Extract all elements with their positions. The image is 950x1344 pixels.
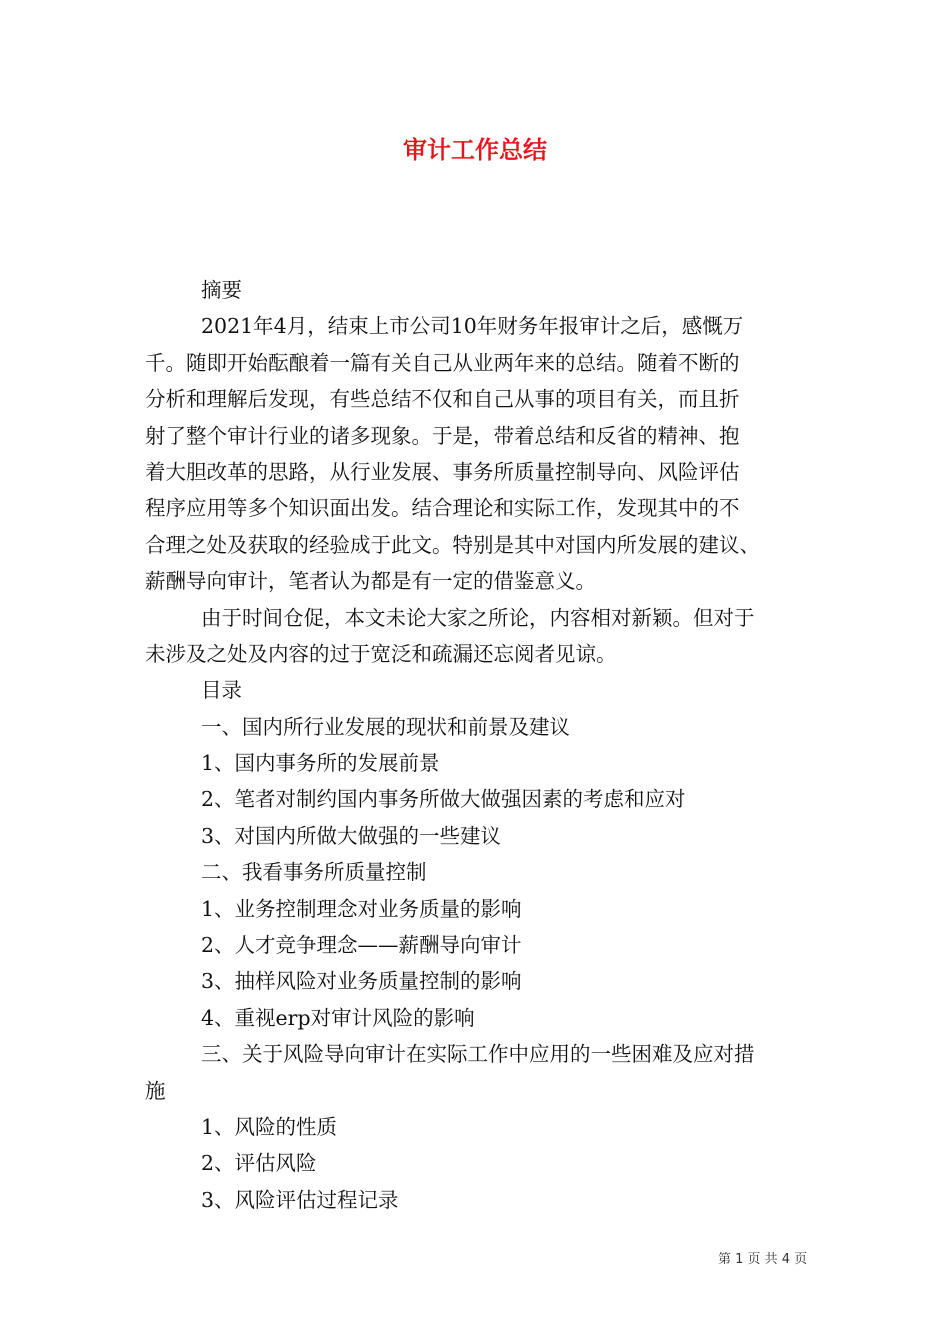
text-line: 二、我看事务所质量控制 bbox=[201, 860, 427, 885]
text-line: 由于时间仓促，本文未论大家之所论，内容相对新颖。但对于 bbox=[201, 605, 755, 630]
text-line: 一、国内所行业发展的现状和前景及建议 bbox=[201, 714, 570, 739]
text-line: 3、风险评估过程记录 bbox=[201, 1187, 399, 1212]
text-line: 施 bbox=[145, 1078, 166, 1103]
text-line: 2、人才竞争理念——薪酬导向审计 bbox=[201, 933, 522, 958]
text-line: 射了整个审计行业的诸多现象。于是，带着总结和反省的精神、抱 bbox=[145, 423, 740, 448]
text-line: 1、国内事务所的发展前景 bbox=[201, 751, 440, 776]
text-line: 2、评估风险 bbox=[201, 1151, 317, 1176]
text-line: 合理之处及获取的经验成于此文。特别是其中对国内所发展的建议、 bbox=[145, 532, 760, 557]
document-body bbox=[145, 272, 835, 1218]
text-line: 3、抽样风险对业务质量控制的影响 bbox=[201, 969, 522, 994]
text-line: 千。随即开始酝酿着一篇有关自己从业两年来的总结。随着不断的 bbox=[145, 350, 740, 375]
text-line: 未涉及之处及内容的过于宽泛和疏漏还忘阅者见谅。 bbox=[145, 641, 617, 666]
text-line: 三、关于风险导向审计在实际工作中应用的一些困难及应对措 bbox=[201, 1042, 755, 1067]
text-line: 2、笔者对制约国内事务所做大做强因素的考虑和应对 bbox=[201, 787, 686, 812]
text-line: 目录 bbox=[201, 678, 242, 703]
text-line: 3、对国内所做大做强的一些建议 bbox=[201, 823, 502, 848]
text-line: 薪酬导向审计，笔者认为都是有一定的借鉴意义。 bbox=[145, 569, 596, 594]
text-line: 2021年4月，结束上市公司10年财务年报审计之后，感慨万 bbox=[201, 314, 744, 339]
document-title: 审计工作总结 bbox=[403, 136, 547, 164]
text-line: 1、风险的性质 bbox=[201, 1114, 338, 1139]
text-line: 着大胆改革的思路，从行业发展、事务所质量控制导向、风险评估 bbox=[145, 459, 740, 484]
text-line: 摘要 bbox=[201, 278, 242, 302]
text-line: 分析和理解后发现，有些总结不仅和自己从事的项目有关，而且折 bbox=[145, 387, 740, 412]
text-line: 程序应用等多个知识面出发。结合理论和实际工作，发现其中的不 bbox=[145, 496, 740, 521]
text-line: 4、重视erp对审计风险的影响 bbox=[201, 1005, 475, 1030]
text-line: 1、业务控制理念对业务质量的影响 bbox=[201, 896, 522, 921]
page-footer: 第 1 页 共 4 页 bbox=[718, 1252, 808, 1267]
